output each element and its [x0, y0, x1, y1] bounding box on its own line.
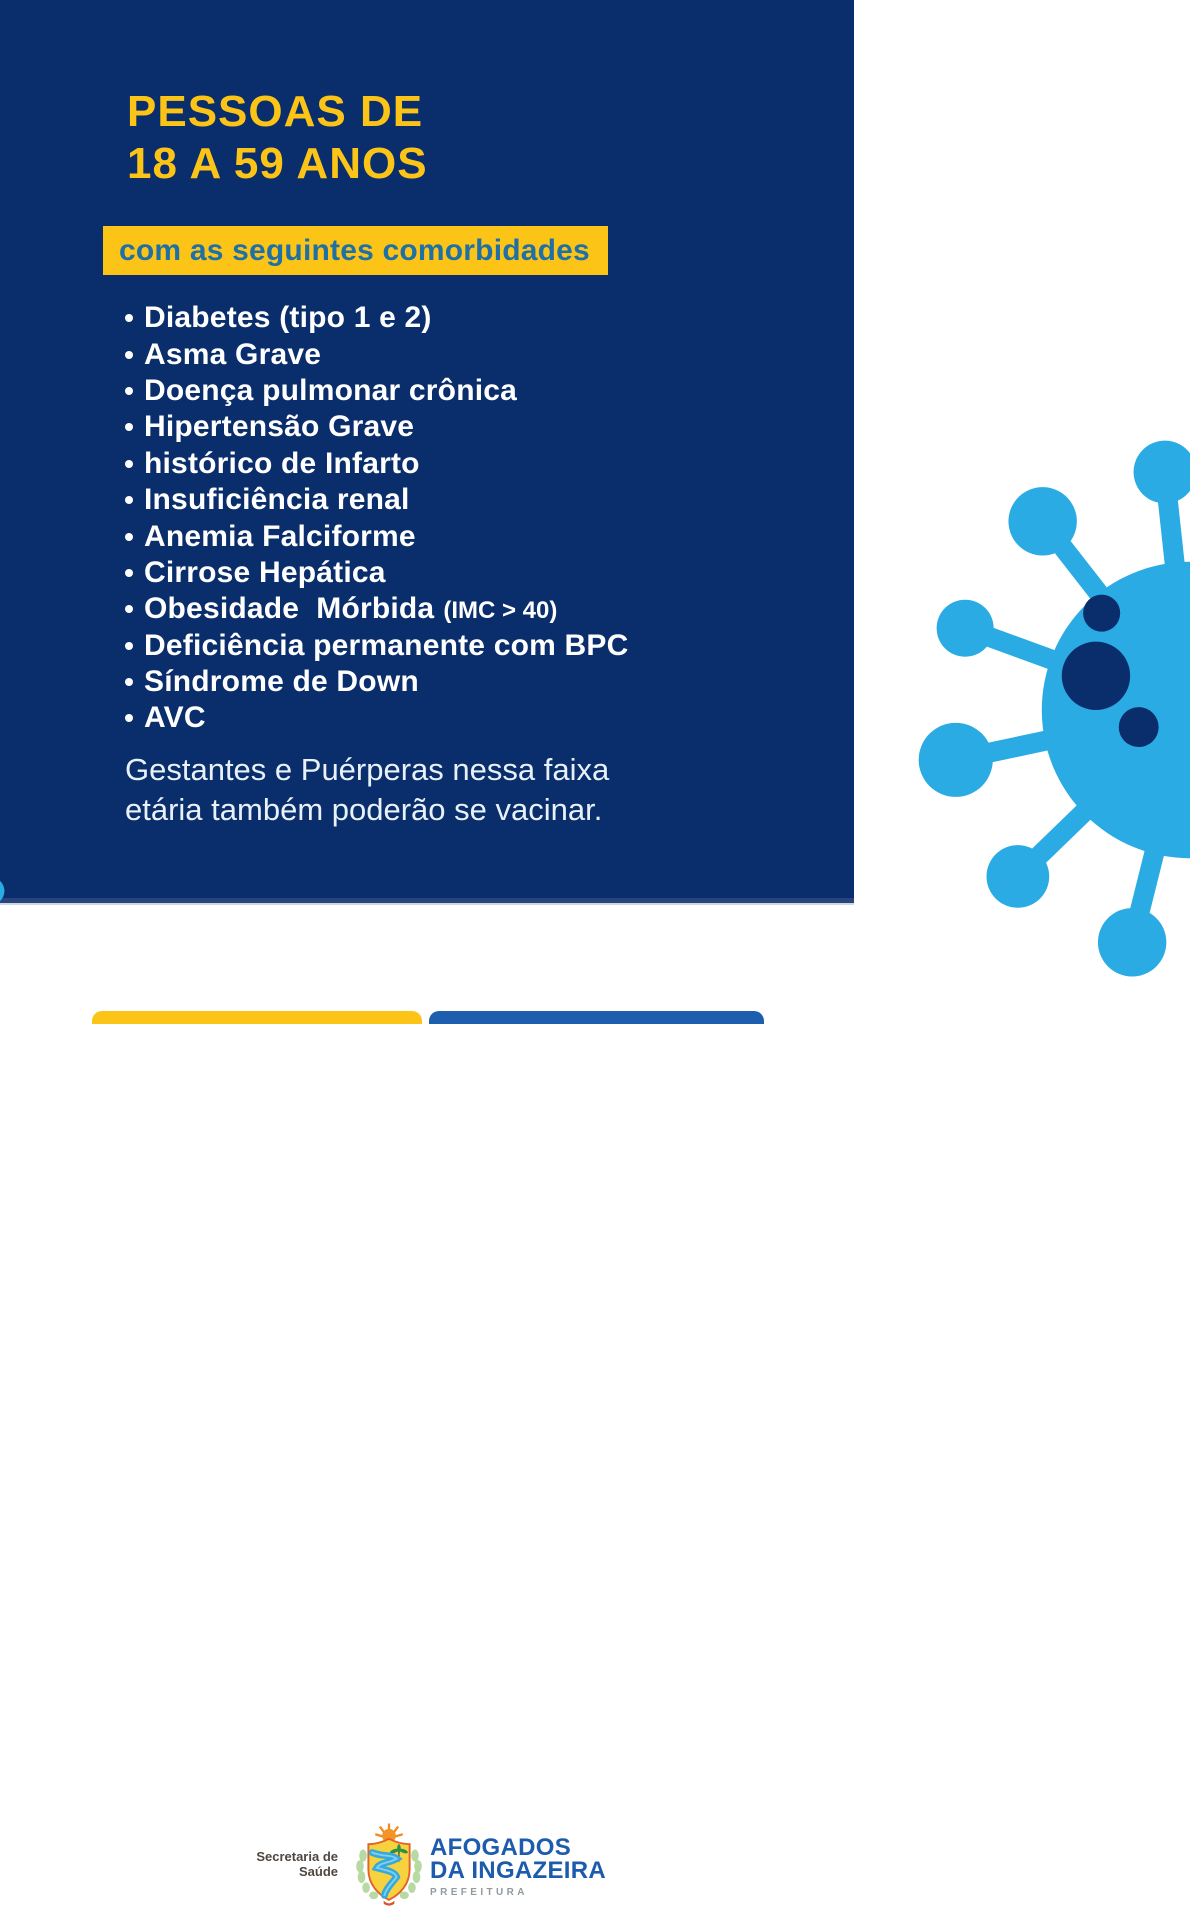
comorbidity-label: Síndrome de Down: [144, 665, 419, 699]
city-name-line-1: AFOGADOS: [430, 1834, 572, 1861]
pregnancy-note: [125, 750, 609, 830]
list-item: [125, 628, 629, 664]
bullet-icon: [125, 496, 133, 504]
comorbidity-label: Cirrose Hepática: [144, 555, 386, 589]
list-item: [125, 518, 629, 554]
coronavirus-icon: [620, 140, 1190, 710]
bullet-icon: [125, 387, 133, 395]
list-item: [125, 373, 629, 409]
title-line-2: 18 A 59 ANOS: [127, 139, 428, 188]
bullet-icon: [125, 423, 133, 431]
department-line-2: Saúde: [298, 1864, 338, 1879]
bullet-icon: [125, 314, 133, 322]
health-department-label: [198, 1849, 338, 1879]
comorbidities-banner: [103, 226, 608, 275]
main-panel: [0, 0, 854, 903]
list-item: [125, 409, 629, 445]
list-item: [125, 300, 629, 336]
comorbidity-label: Deficiência permanente com BPC: [144, 628, 629, 662]
bullet-icon: [125, 605, 133, 613]
banner-label: com as seguintes comorbidades: [119, 233, 590, 267]
note-line-2: etária também poderão se vacinar.: [125, 792, 603, 827]
comorbidity-label: Doença pulmonar crônica: [144, 373, 518, 407]
note-line-1: Gestantes e Puérperas nessa faixa: [125, 752, 610, 787]
comorbidity-list: [125, 300, 629, 737]
bullet-icon: [125, 460, 133, 468]
list-item: [125, 555, 629, 591]
city-crest-logo: [350, 1822, 428, 1906]
comorbidity-suffix: (IMC > 40): [443, 596, 558, 624]
bullet-icon: [125, 533, 133, 541]
department-line-1: Secretaria de: [256, 1849, 338, 1864]
comorbidity-label: Hipertensão Grave: [144, 410, 415, 444]
page-title: [127, 86, 428, 190]
comorbidity-label: Anemia Falciforme: [144, 519, 416, 553]
list-item: [125, 446, 629, 482]
comorbidity-label: Asma Grave: [144, 337, 322, 371]
bullet-icon: [125, 642, 133, 650]
org-type-label: PREFEITURA: [430, 1887, 528, 1898]
comorbidity-label: histórico de Infarto: [144, 446, 420, 480]
bottom-bar-yellow: [92, 1011, 422, 1024]
bullet-icon: [125, 351, 133, 359]
title-line-1: PESSOAS DE: [127, 87, 424, 136]
comorbidity-label: AVC: [144, 701, 206, 735]
comorbidity-label: Obesidade Mórbida: [144, 592, 435, 626]
bullet-icon: [125, 569, 133, 577]
footer: [0, 905, 854, 1898]
city-brand: [430, 1836, 606, 1898]
coronavirus-icon: [0, 645, 112, 884]
bullet-icon: [125, 714, 133, 722]
bullet-icon: [125, 678, 133, 686]
list-item: [125, 591, 629, 627]
list-item: [125, 700, 629, 736]
city-name-line-2: DA INGAZEIRA: [430, 1857, 607, 1884]
comorbidity-label: Insuficiência renal: [144, 483, 410, 517]
comorbidity-label: Diabetes (tipo 1 e 2): [144, 301, 432, 335]
list-item: [125, 482, 629, 518]
list-item: [125, 336, 629, 372]
list-item: [125, 664, 629, 700]
bottom-bar-blue: [429, 1011, 764, 1024]
